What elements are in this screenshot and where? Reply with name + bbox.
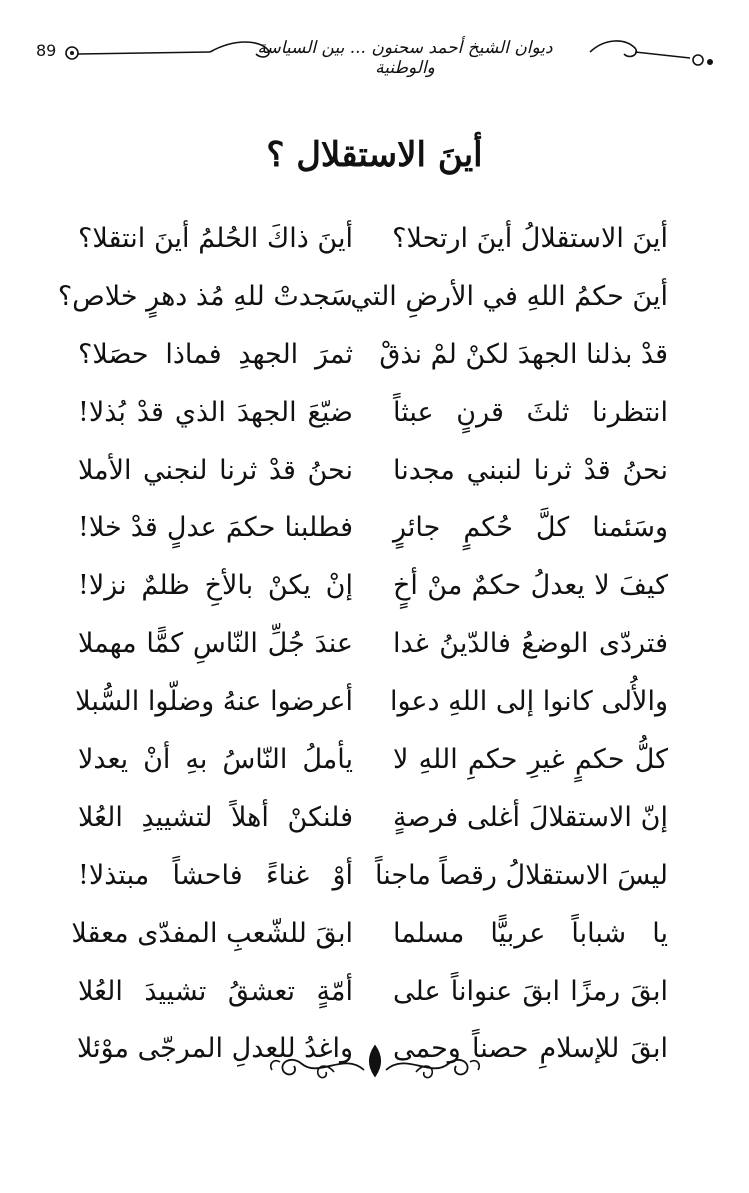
verse-row [78, 847, 668, 905]
verse-second-hemistich: فطلبنا حكمَ عدلٍ قدْ خلا! [78, 512, 353, 544]
verse-row [78, 384, 668, 442]
verse-second-hemistich: سَجدتْ للهِ مُذ دهرٍ خلاص؟ [57, 280, 353, 312]
verse-second-hemistich: ثمرَ الجهدِ فماذا حصَلا؟ [78, 338, 353, 370]
verse-first-hemistich: والأُلى كانوا إلى اللهِ دعوا [389, 686, 668, 718]
verse-first-hemistich: ابقَ رمزًا ابقَ عنواناً على [393, 975, 668, 1007]
verse-first-hemistich: نحنُ قدْ ثرنا لنبني مجدنا [393, 454, 668, 486]
verse-second-hemistich: يأملُ النّاسُ بهِ أنْ يعدلا [78, 744, 353, 776]
verse-first-hemistich: يا شباباً عربيًّا مسلما [393, 917, 668, 949]
verse-second-hemistich: أعرضوا عنهُ وضلّوا السُّبلا [75, 686, 353, 718]
verse-row [75, 673, 668, 731]
verse-row [78, 963, 668, 1021]
verse-row [78, 326, 668, 384]
verse-second-hemistich: أمّةٍ تعشقُ تشييدَ العُلا [78, 975, 353, 1007]
verse-first-hemistich: كلُّ حكمٍ غيرِ حكمِ اللهِ لا [393, 744, 668, 776]
poem-verses [57, 210, 668, 1078]
verse-second-hemistich: واغدُ للعدلِ المرجّى موْئلا [76, 1033, 353, 1065]
verse-row [78, 499, 668, 557]
verse-row [78, 731, 668, 789]
closing-ornament [264, 1042, 486, 1086]
verse-row [78, 789, 668, 847]
verse-row [71, 905, 668, 963]
verse-first-hemistich: كيفَ لا يعدلُ حكمٌ منْ أخٍ [393, 570, 668, 602]
verse-second-hemistich: عندَ جُلِّ النّاسِ كمًّا مهملا [78, 628, 353, 660]
verse-second-hemistich: نحنُ قدْ ثرنا لنجني الأملا [78, 454, 353, 486]
verse-second-hemistich: أينَ ذاكَ الحُلمُ أينَ انتقلا؟ [78, 223, 353, 254]
verse-first-hemistich: إنّ الاستقلالَ أغلى فرصةٍ [393, 801, 668, 833]
verse-row [78, 615, 668, 673]
verse-row [57, 268, 668, 326]
page-header [30, 30, 719, 78]
verse-second-hemistich: أوْ غناءً فاحشاً مبتذلا! [78, 859, 353, 891]
verse-row [78, 210, 668, 268]
verse-row [78, 557, 668, 615]
verse-first-hemistich: ابقَ للإسلامِ حصناً وحمى [393, 1033, 668, 1065]
verse-first-hemistich: وسَئمنا كلَّ حُكمٍ جائرٍ [393, 512, 668, 544]
verse-second-hemistich: ابقَ للشّعبِ المفدّى معقلا [71, 917, 353, 949]
verse-second-hemistich: فلنكنْ أهلاً لتشييدِ العُلا [78, 801, 353, 833]
verse-first-hemistich: انتظرنا ثلثَ قرنٍ عبثاً [393, 396, 668, 428]
verse-first-hemistich: أينَ حكمُ اللهِ في الأرضِ التي [350, 280, 668, 312]
verse-second-hemistich: إنْ يكنْ بالأخِ ظلمٌ نزلا! [78, 570, 353, 602]
verse-row [78, 442, 668, 500]
verse-first-hemistich: قدْ بذلنا الجهدَ لكنْ لمْ نذقْ [379, 338, 668, 370]
verse-first-hemistich: فتردّى الوضعُ فالدّينُ غدا [393, 628, 668, 660]
page-number: 89 [36, 41, 57, 60]
verse-first-hemistich: أينَ الاستقلالُ أينَ ارتحلا؟ [392, 223, 668, 254]
verse-second-hemistich: ضيّعَ الجهدَ الذي قدْ بُذلا! [78, 396, 353, 428]
poem-title: أينَ الاستقلال ؟ [266, 135, 483, 175]
running-title: ديوان الشيخ أحمد سحنون ... بين السياسة والوطنية [257, 38, 553, 78]
verse-first-hemistich: ليسَ الاستقلالُ رقصاً ماجناً [375, 859, 668, 891]
